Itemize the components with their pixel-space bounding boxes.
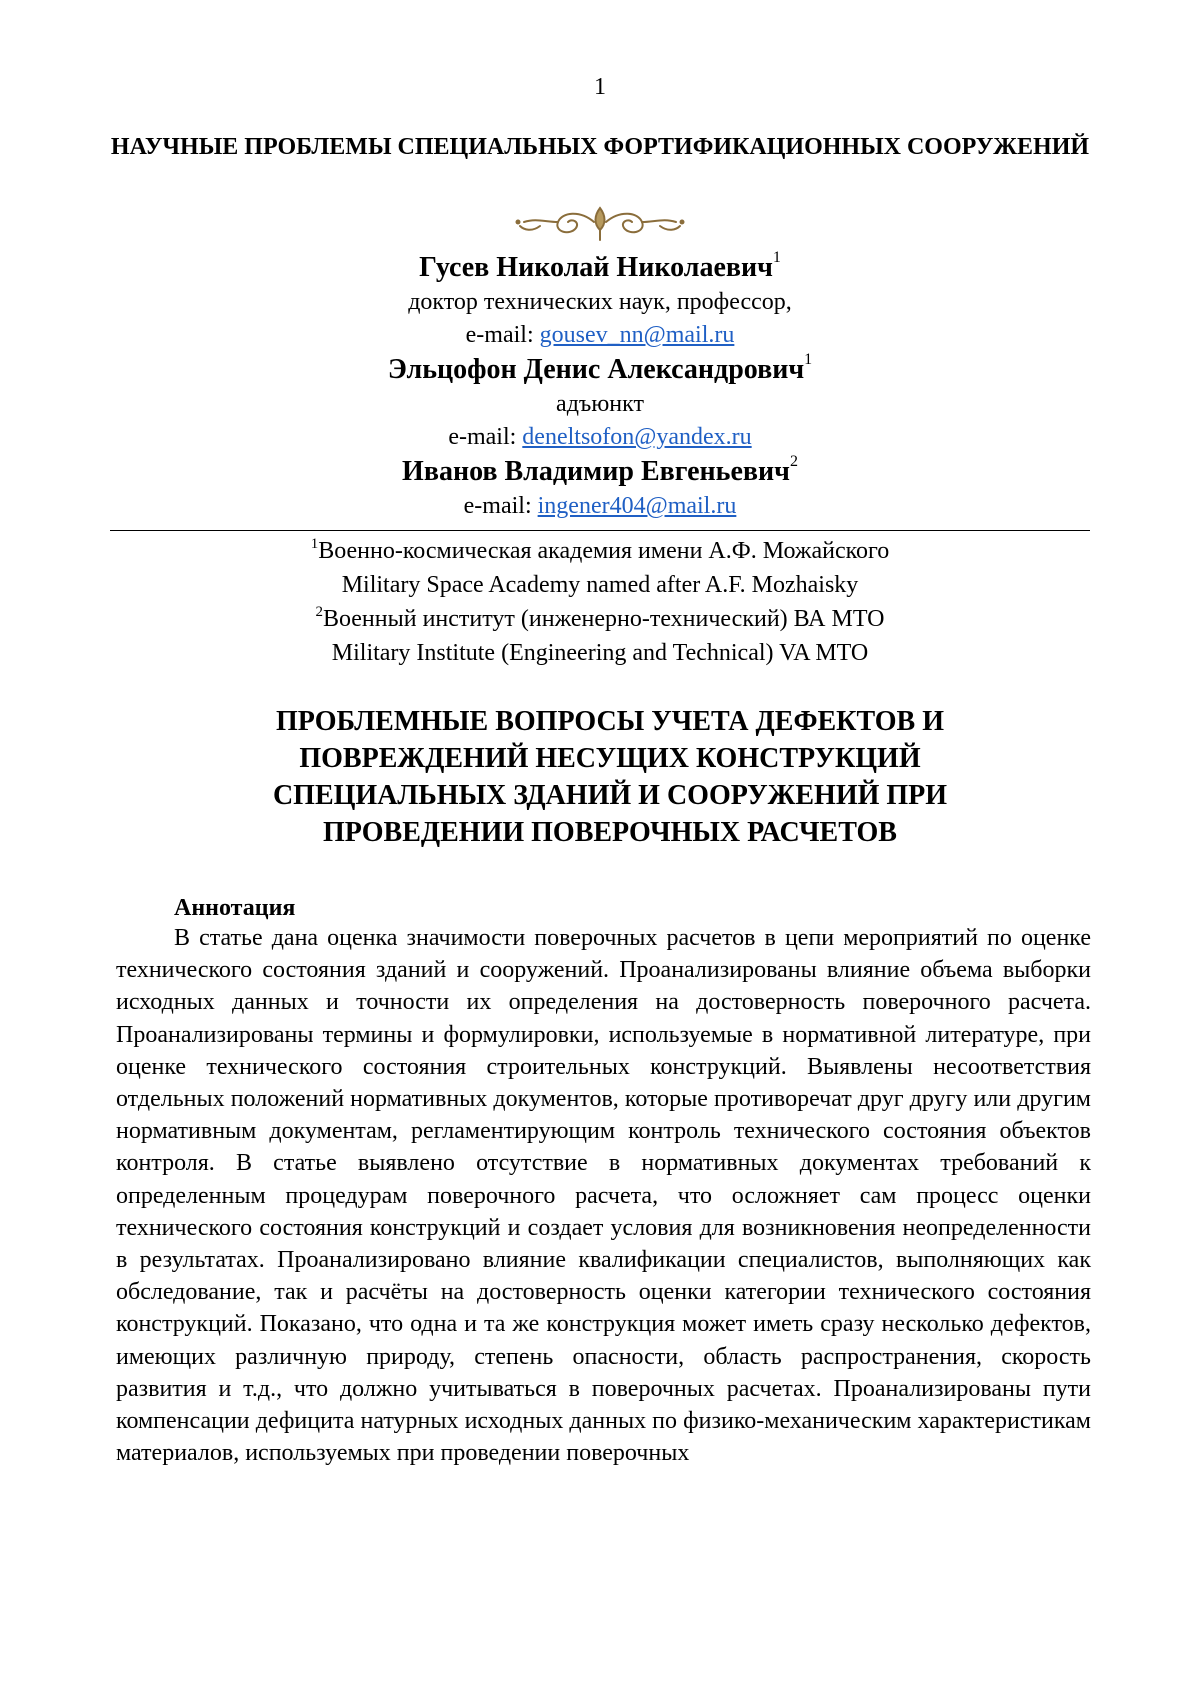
horizontal-rule [110, 530, 1090, 531]
affiliation-line: $^1$Военно-космическая академия имени А.Ф. Можайского [310, 536, 890, 564]
author-name: Гусев Николай Николаевич$^1$ [419, 249, 781, 283]
author-degree: адъюнкт [556, 391, 644, 417]
authors-block [110, 250, 1090, 523]
series-title: НАУЧНЫЕ ПРОБЛЕМЫ СПЕЦИАЛЬНЫХ ФОРТИФИКАЦИОННЫХ СООРУЖЕНИЙ [110, 134, 1090, 160]
abstract-body: В статье дана оценка значимости поверочных расчетов в цепи мероприятий по оценке технического состояния зданий и сооружений. Проанализированы влияние объема выборки исходных данных и точности их определения на достоверность поверочного расчета. Проанализированы термины и формулировки, используемые в нормативной литературе, при оценке технического состояния строительных конструкций. Выявлены несоответствия отдельных положений нормативных документов, которые противоречат друг другу или другим нормативным документам, регламентирующим контроль технического состояния объектов контроля. В статье выявлено отсутствие в нормативных документах требований к определенным процедурам поверочного расчета, что осложняет сам процесс оценки технического состояния конструкций и создает условия для возникновения неопределенности в результатах. Проанализировано влияние квалификации специалистов, выполняющих как обследование, так и расчёты на достоверность оценки категории технического состояния конструкций. Показано, что одна и та же конструкция может иметь сразу несколько дефектов, имеющих различную природу, степень опасности, область распространения, скорость развития и т.д., что должно учитываться в поверочных расчетах. Проанализированы пути компенсации дефицита натурных исходных данных по физико-механическим характеристикам материалов, используемых при проведении поверочных [116, 925, 1091, 1467]
author-degree: доктор технических наук, профессор, [408, 289, 792, 315]
author-1 [110, 250, 1090, 352]
article-title [180, 703, 1040, 851]
abstract-heading: Аннотация [174, 895, 296, 921]
affiliation-line: $^2$Военный институт (инженерно-технический) ВА МТО [315, 604, 885, 632]
author-3 [110, 454, 1090, 523]
ornament-divider-icon [510, 200, 690, 244]
affiliation-line: Military Institute (Engineering and Technical) VA MTO [331, 640, 869, 666]
affiliation-line: Military Space Academy named after A.F. Mozhaisky [341, 572, 859, 598]
email-link[interactable]: deneltsofon@yandex.ru [522, 424, 752, 450]
title-line: ПРОБЛЕМНЫЕ ВОПРОСЫ УЧЕТА ДЕФЕКТОВ И [275, 706, 945, 737]
author-name: Эльцофон Денис Александрович$^1$ [387, 351, 813, 385]
author-email-line: e-mail: deneltsofon@yandex.ru [448, 424, 752, 450]
author-email-line: e-mail: gousev_nn@mail.ru [465, 322, 735, 348]
author-email-line: e-mail: ingener404@mail.ru [463, 493, 737, 519]
author-2 [110, 352, 1090, 454]
title-line: ПРОВЕДЕНИИ ПОВЕРОЧНЫХ РАСЧЕТОВ [323, 817, 897, 848]
title-line: ПОВРЕЖДЕНИЙ НЕСУЩИХ КОНСТРУКЦИЙ [299, 743, 921, 774]
email-link[interactable]: ingener404@mail.ru [537, 493, 737, 519]
email-link[interactable]: gousev_nn@mail.ru [539, 322, 735, 348]
affiliations [110, 534, 1090, 670]
author-name: Иванов Владимир Евгеньевич$^2$ [402, 453, 798, 487]
title-line: СПЕЦИАЛЬНЫХ ЗДАНИЙ И СООРУЖЕНИЙ ПРИ [272, 780, 948, 811]
page-number: 1 [594, 74, 606, 100]
